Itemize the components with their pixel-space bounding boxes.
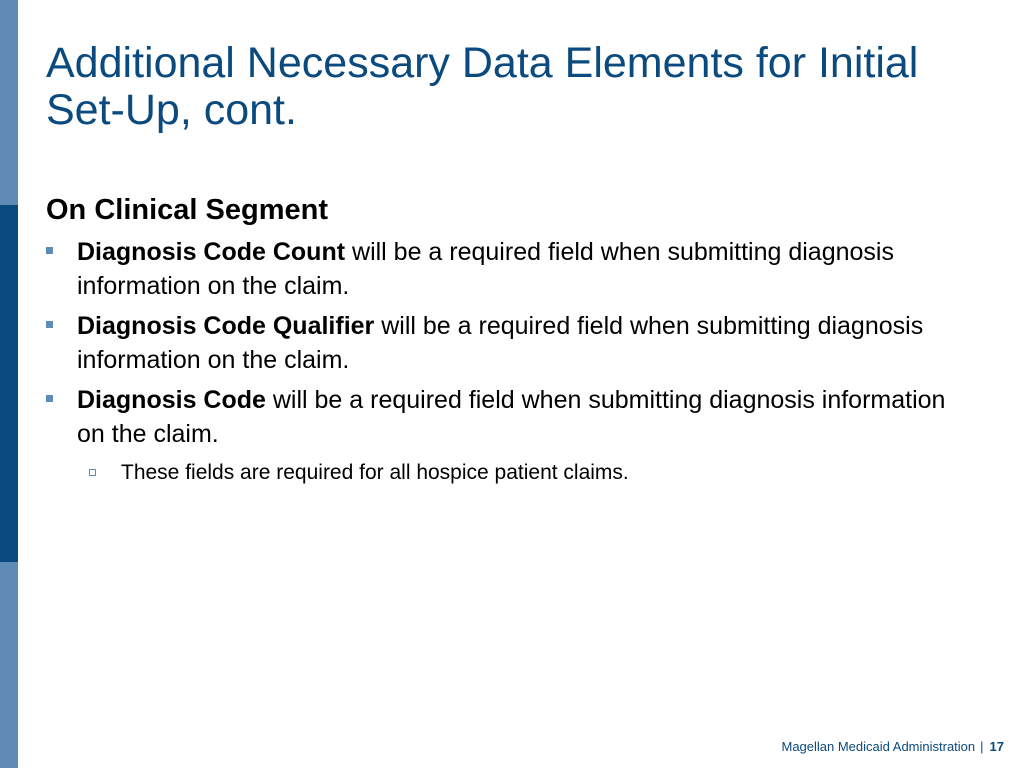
square-bullet-icon (46, 395, 53, 402)
bullet-text: will be a required field when submitting diagnosis information on the claim. (77, 386, 946, 448)
square-bullet-icon (46, 321, 53, 328)
square-bullet-icon (46, 247, 53, 254)
bullet-bold-term: Diagnosis Code Qualifier (77, 312, 375, 340)
slide-footer (781, 738, 1004, 756)
bullet-item (46, 309, 976, 377)
bullet-text: will be a required field when submitting diagnosis information on the claim. (77, 238, 894, 300)
footer-separator: | (980, 739, 984, 754)
bullet-bold-term: Diagnosis Code Count (77, 238, 346, 266)
left-accent-bar-top (0, 0, 18, 205)
left-accent-bar-middle (0, 205, 18, 562)
sub-bullet-item (46, 459, 976, 487)
slide-content (46, 193, 976, 487)
bullet-item (46, 383, 976, 451)
section-heading: On Clinical Segment (46, 194, 328, 226)
bullet-bold-term: Diagnosis Code (77, 386, 266, 414)
bullet-text: will be a required field when submitting diagnosis information on the claim. (77, 312, 924, 374)
bullet-item (46, 235, 976, 303)
left-accent-bar-bottom (0, 562, 18, 768)
footer-organization: Magellan Medicaid Administration (781, 739, 976, 754)
hollow-square-bullet-icon (89, 469, 96, 476)
slide-title: Additional Necessary Data Elements for Initial Set-Up, cont. (46, 39, 919, 134)
page-number: 17 (989, 739, 1004, 754)
sub-bullet-text: These fields are required for all hospice patient claims. (121, 461, 629, 484)
